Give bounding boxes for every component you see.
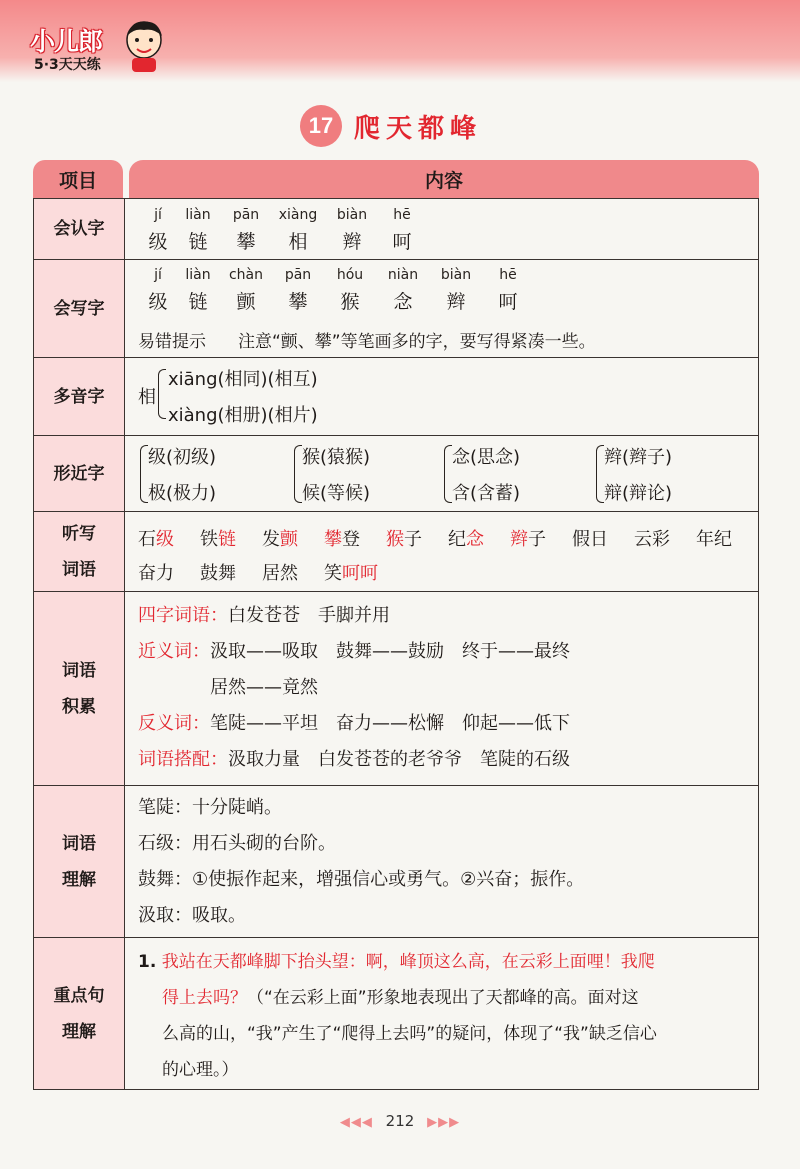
hanzi: 念 bbox=[393, 291, 413, 313]
column-divider bbox=[124, 199, 125, 1089]
label-dictation bbox=[34, 512, 124, 591]
brace-icon bbox=[596, 445, 604, 503]
dictation-word: 年纪 bbox=[696, 529, 732, 550]
page-number: 212 bbox=[385, 1112, 415, 1130]
row-divider bbox=[34, 937, 758, 938]
four-char-label: 四字词语： bbox=[138, 605, 228, 626]
hanzi: 猴 bbox=[340, 291, 360, 313]
brand-logo bbox=[10, 14, 170, 76]
sentence-number: 1. bbox=[138, 952, 157, 972]
collocation-text: 汲取力量 白发苍苍的老爷爷 笔陡的石级 bbox=[228, 749, 570, 770]
similar-item: 辩(辩论) bbox=[604, 483, 673, 504]
label-line: 听写 bbox=[62, 523, 96, 544]
label-line: 词语 bbox=[62, 559, 96, 580]
tip-label: 易错提示 bbox=[138, 332, 206, 352]
dictation-word: 纪念 bbox=[448, 529, 484, 550]
dictation-word: 辫子 bbox=[510, 529, 546, 550]
pinyin: pān bbox=[284, 267, 312, 283]
synonym-text-2: 居然——竟然 bbox=[210, 677, 318, 698]
lesson-title-text: 爬天都峰 bbox=[354, 113, 483, 144]
hanzi: 辫 bbox=[342, 231, 362, 253]
hanzi: 辫 bbox=[446, 291, 466, 313]
label-line: 词语 bbox=[62, 833, 96, 854]
dictation-word: 云彩 bbox=[634, 529, 670, 550]
pinyin: hóu bbox=[336, 267, 364, 283]
dictation-word: 假日 bbox=[572, 529, 608, 550]
hanzi: 级 bbox=[148, 291, 168, 313]
dictation-word: 笑呵呵 bbox=[324, 563, 378, 584]
similar-item: 念(思念) bbox=[452, 447, 521, 468]
brand-subtitle: 5·3天天练 bbox=[34, 57, 101, 73]
label-write: 会写字 bbox=[34, 260, 124, 357]
label-vocab bbox=[34, 592, 124, 785]
label-polyphone: 多音字 bbox=[34, 358, 124, 435]
hanzi: 相 bbox=[288, 231, 308, 253]
similar-item: 极(极力) bbox=[148, 483, 217, 504]
polyphone-reading-1: xiāng(相同)(相互) bbox=[168, 369, 318, 390]
hanzi: 级 bbox=[148, 231, 168, 253]
lesson-number: 17 bbox=[300, 105, 342, 147]
pinyin: jí bbox=[154, 207, 162, 223]
dictation-word: 猴子 bbox=[386, 529, 422, 550]
similar-item: 辫(辫子) bbox=[604, 447, 673, 468]
prev-arrows-icon: ◀◀◀ bbox=[339, 1115, 373, 1130]
pinyin: liàn bbox=[185, 207, 211, 223]
brace-icon bbox=[444, 445, 452, 503]
hanzi: 链 bbox=[188, 291, 208, 313]
brace-icon bbox=[140, 445, 148, 503]
dictation-word: 石级 bbox=[138, 529, 174, 550]
table-header bbox=[33, 160, 759, 198]
row-divider bbox=[34, 259, 758, 260]
lesson-title bbox=[300, 104, 482, 148]
pinyin: biàn bbox=[336, 207, 368, 223]
next-arrows-icon: ▶▶▶ bbox=[427, 1115, 461, 1130]
similar-item: 候(等候) bbox=[302, 483, 371, 504]
dictation-word: 奋力 bbox=[138, 563, 174, 584]
sentence-analysis-2: 么高的山，“我”产生了“爬得上去吗”的疑问，体现了“我”缺乏信心 bbox=[162, 1024, 657, 1044]
pinyin: niàn bbox=[387, 267, 419, 283]
label-similar: 形近字 bbox=[34, 436, 124, 511]
pinyin: biàn bbox=[440, 267, 472, 283]
hanzi: 攀 bbox=[288, 291, 308, 313]
meaning-line: 石级：用石头砌的台阶。 bbox=[138, 833, 336, 854]
header-content: 内容 bbox=[129, 160, 759, 198]
sentence-analysis-3: 的心理。） bbox=[162, 1060, 239, 1080]
page-footer bbox=[0, 1112, 800, 1130]
sentence-red-2: 得上去吗？ bbox=[162, 988, 247, 1008]
dictation-word: 鼓舞 bbox=[200, 563, 236, 584]
brace-icon bbox=[158, 369, 166, 419]
four-char-text: 白发苍苍 手脚并用 bbox=[228, 605, 390, 626]
row-divider bbox=[34, 785, 758, 786]
sentence-red-1: 我站在天都峰脚下抬头望：啊，峰顶这么高，在云彩上面哩！我爬 bbox=[161, 952, 655, 972]
label-recognize: 会认字 bbox=[34, 199, 124, 259]
dictation-word: 发颤 bbox=[262, 529, 298, 550]
meaning-line: 笔陡：十分陡峭。 bbox=[138, 797, 282, 818]
pinyin: liàn bbox=[185, 267, 211, 283]
antonym-label: 反义词： bbox=[138, 713, 210, 734]
hanzi: 颤 bbox=[236, 291, 256, 313]
pinyin: pān bbox=[232, 207, 260, 223]
hanzi: 呵 bbox=[392, 231, 412, 253]
tip-text: 注意“颤、攀”等笔画多的字，要写得紧凑一些。 bbox=[238, 332, 596, 352]
meaning-line: 鼓舞：①使振作起来，增强信心或勇气。②兴奋；振作。 bbox=[138, 869, 585, 890]
antonym-text: 笔陡——平坦 奋力——松懈 仰起——低下 bbox=[210, 713, 570, 734]
similar-item: 级(初级) bbox=[148, 447, 217, 468]
polyphone-reading-2: xiàng(相册)(相片) bbox=[168, 405, 318, 426]
brace-icon bbox=[294, 445, 302, 503]
row-divider bbox=[34, 357, 758, 358]
meaning-line: 汲取：吸取。 bbox=[138, 905, 246, 926]
dictation-word: 居然 bbox=[262, 563, 298, 584]
label-line: 词语 bbox=[62, 660, 96, 681]
label-line: 理解 bbox=[62, 869, 96, 890]
synonym-text: 汲取——吸取 鼓舞——鼓励 终于——最终 bbox=[210, 641, 570, 662]
collocation-label: 词语搭配： bbox=[138, 749, 228, 770]
hanzi: 呵 bbox=[498, 291, 518, 313]
study-table bbox=[33, 198, 759, 1090]
label-line: 理解 bbox=[62, 1021, 96, 1042]
brand-name: 小儿郎 bbox=[30, 27, 103, 56]
dictation-word: 攀登 bbox=[324, 529, 360, 550]
pinyin: chàn bbox=[228, 267, 264, 283]
label-meaning bbox=[34, 786, 124, 937]
pinyin: xiàng bbox=[278, 207, 318, 223]
synonym-label: 近义词： bbox=[138, 641, 210, 662]
row-divider bbox=[34, 511, 758, 512]
row-divider bbox=[34, 435, 758, 436]
similar-item: 猴(猿猴) bbox=[302, 447, 371, 468]
label-line: 积累 bbox=[62, 696, 96, 717]
similar-item: 含(含蓄) bbox=[452, 483, 521, 504]
label-line: 重点句 bbox=[53, 985, 105, 1006]
label-sentence bbox=[34, 938, 124, 1089]
row-divider bbox=[34, 591, 758, 592]
pinyin: hē bbox=[393, 207, 411, 223]
pinyin: hē bbox=[499, 267, 517, 283]
sentence-analysis-1: （“在云彩上面”形象地表现出了天都峰的高。面对这 bbox=[247, 988, 639, 1008]
pinyin: jí bbox=[154, 267, 162, 283]
mascot-icon bbox=[122, 18, 166, 74]
dictation-word: 铁链 bbox=[200, 529, 236, 550]
polyphone-char: 相 bbox=[138, 387, 156, 408]
header-item: 项目 bbox=[33, 160, 123, 198]
hanzi: 链 bbox=[188, 231, 208, 253]
hanzi: 攀 bbox=[236, 231, 256, 253]
